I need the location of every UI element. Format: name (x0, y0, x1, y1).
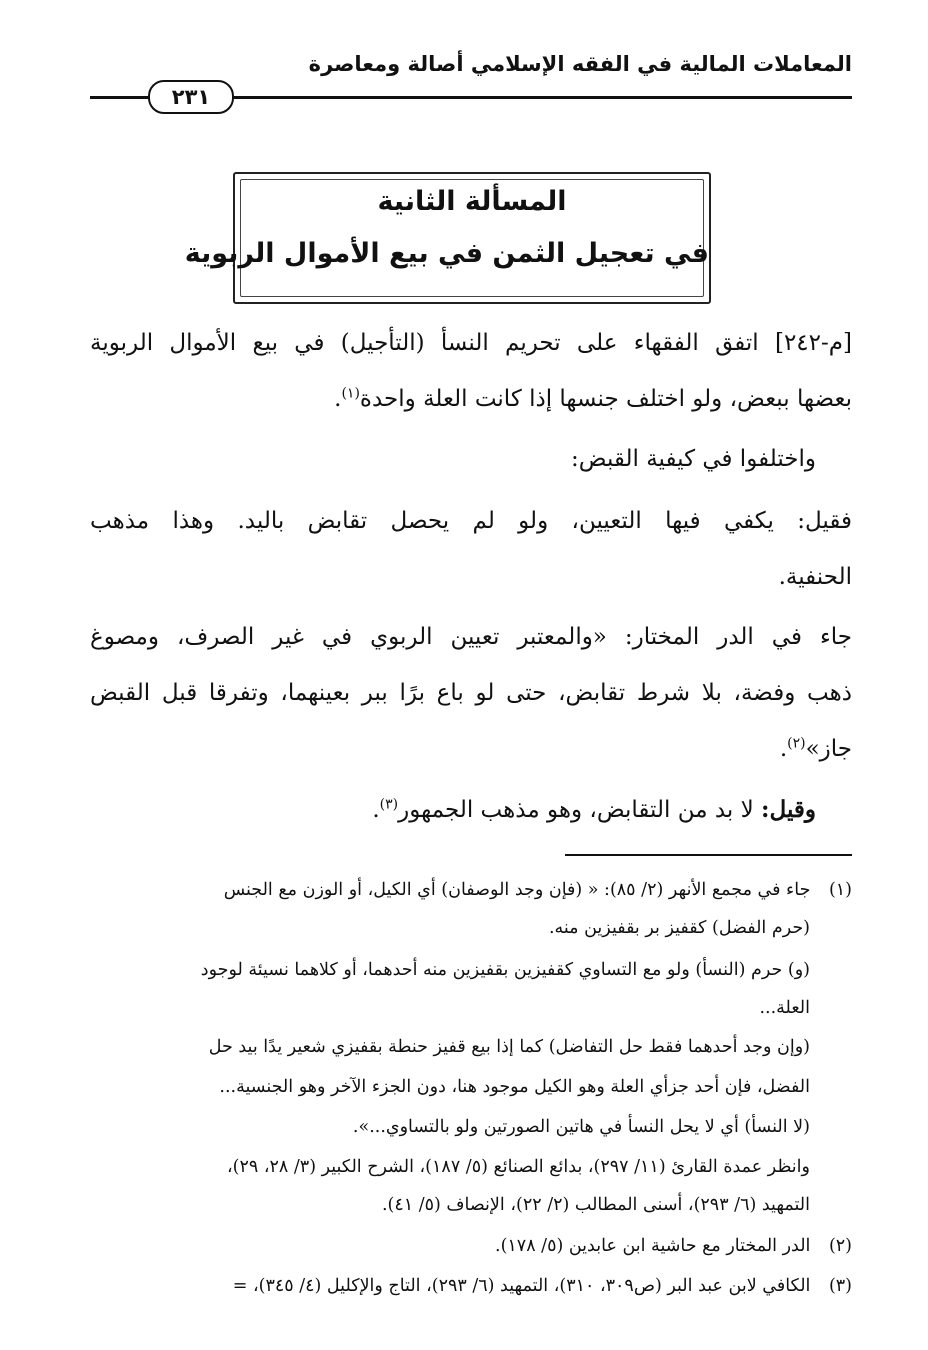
footnote-line: العلة... (759, 998, 810, 1018)
footnote-line: وانظر عمدة القارئ (١١/ ٢٩٧)، بدائع الصنائع (٥/ ١٨٧)، الشرح الكبير (٣/ ٢٨، ٢٩)، (226, 1157, 810, 1177)
body-text: . (334, 386, 342, 412)
footnote-ref: (٣) (379, 796, 399, 813)
body-label: وقيل: (761, 796, 816, 823)
body-line: فقيل: يكفي فيها التعيين، ولو لم يحصل تقابض باليد. وهذا مذهب (90, 508, 852, 534)
footnote-ref: (١) (341, 385, 360, 402)
body-line (90, 736, 852, 764)
footnote-line: التمهيد (٦/ ٢٩٣)، أسنى المطالب (٢/ ٢٢)، الإنصاف (٥/ ٤١). (381, 1195, 810, 1215)
footnote-rule (565, 854, 852, 856)
footnote-line (90, 1276, 852, 1297)
body-line (90, 386, 852, 414)
body-line: واختلفوا في كيفية القبض: (571, 446, 816, 472)
footnote-number: (٣) (828, 1276, 852, 1296)
footnote-line: (حرم الفضل) كقفيز بر بقفيزين منه. (548, 918, 810, 938)
footnote-line: (لا النسأ) أي لا يحل النسأ في هاتين الصورتين ولو بالتساوي...». (352, 1117, 810, 1137)
section-title-box (184, 172, 711, 304)
body-line: جاء في الدر المختار: «والمعتبر تعيين الربوي في غير الصرف، ومصوغ (90, 624, 852, 650)
body-line (90, 796, 816, 825)
footnote-text: الكافي لابن عبد البر (ص٣٠٩، ٣١٠)، التمهيد (٦/ ٢٩٣)، التاج والإكليل (٤/ ٣٤٥)، = (232, 1276, 811, 1296)
footnote-number: (١) (828, 880, 852, 900)
footnote-line: (و) حرم (النسأ) ولو مع التساوي كقفيزين بقفيزين منه أحدهما، أو كلاهما نسيئة لوجود (200, 960, 810, 980)
body-text: لا بد من التقابض، وهو مذهب الجمهور (398, 797, 762, 823)
body-text: . (372, 797, 380, 823)
footnote-ref: (٢) (787, 735, 806, 752)
section-title: المسألة الثانية (377, 186, 567, 217)
footnote-line (90, 1236, 852, 1257)
body-line: [م-٢٤٢] اتفق الفقهاء على تحريم النسأ (التأجيل) في بيع الأموال الربوية (90, 330, 852, 356)
body-line: الحنفية. (778, 564, 852, 590)
body-line: ذهب وفضة، بلا شرط تقابض، حتى لو باع برًا ببر بعينهما، وتفرقا قبل القبض (90, 680, 852, 706)
footnote-line (90, 880, 852, 901)
footnote-line: الفضل، فإن أحد جزأي العلة وهو الكيل موجود هنا، دون الجزء الآخر وهو الجنسية... (219, 1077, 810, 1097)
body-text: جاز» (805, 736, 852, 762)
section-subtitle: في تعجيل الثمن في بيع الأموال الربوية (184, 238, 709, 269)
running-title: المعاملات المالية في الفقه الإسلامي أصالة ومعاصرة (308, 52, 852, 76)
page-number: ٢٣١ (148, 80, 234, 114)
footnote-text: جاء في مجمع الأنهر (٢/ ٨٥): « (فإن وجد الوصفان) أي الكيل، أو الوزن مع الجنس (223, 880, 811, 900)
footnote-number: (٢) (828, 1236, 852, 1256)
footnote-text: الدر المختار مع حاشية ابن عابدين (٥/ ١٧٨). (495, 1236, 811, 1256)
footnote-line: (وإن وجد أحدهما فقط حل التفاضل) كما إذا بيع قفيز حنطة بقفيزي شعير يدًا بيد حل (208, 1037, 810, 1057)
body-text: بعضها ببعض، ولو اختلف جنسها إذا كانت العلة واحدة (359, 386, 852, 412)
body-text: . (779, 736, 788, 762)
